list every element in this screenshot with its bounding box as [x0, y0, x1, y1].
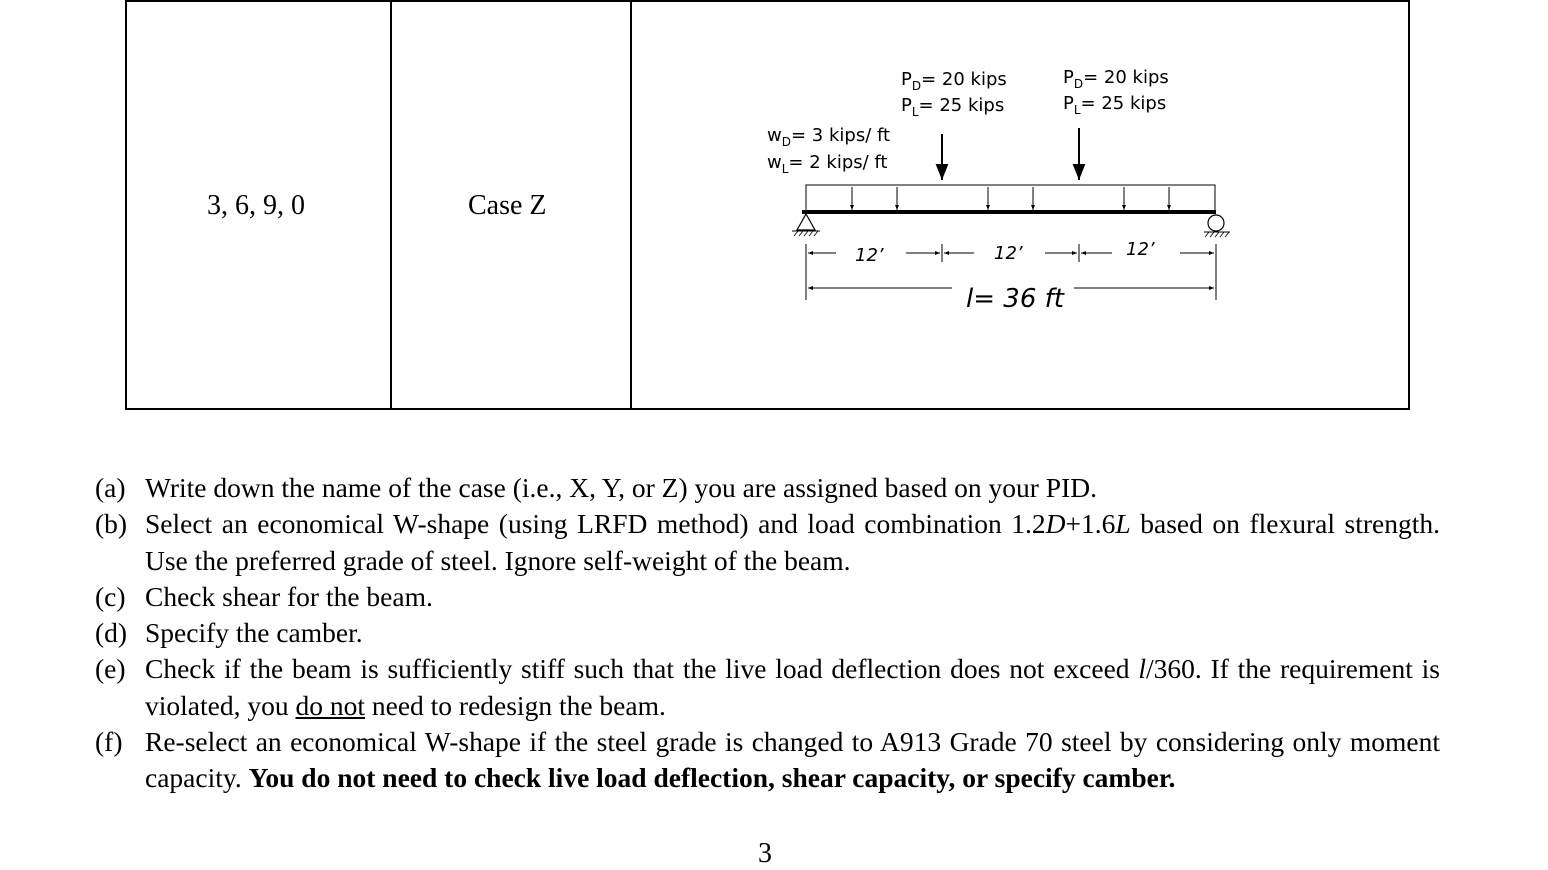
case-name: Case Z [468, 190, 547, 221]
span-label-1: 12’ [855, 245, 884, 266]
pl2-label: $P_L= 25$ kips [1063, 93, 1167, 117]
total-length-label: l= 36 ft [966, 284, 1064, 314]
question-e: (e) Check if the beam is sufficiently stiff such that the live load deflection does not exceed l/360. If the requirement is violated, you do not need to redesign the beam. [95, 653, 1440, 721]
question-c: (c) Check shear for the beam. [95, 580, 433, 612]
page-number: 3 [758, 838, 772, 869]
question-b: (b) Select an economical W-shape (using LRFD method) and load combination 1.2D+1.6L based on flexural strength. Use the preferred grade of steel. Ignore self-weight of the beam. [95, 508, 1440, 576]
wd-label: $w_D= 3$ kips/ ft [767, 125, 891, 149]
beam-diagram [0, 0, 1548, 420]
question-list [95, 470, 1440, 797]
question-f: (f) Re-select an economical W-shape if the steel grade is changed to A913 Grade 70 steel by considering only moment capacity. You do not need to check live load deflection, shear capacity, or specify camber. [95, 726, 1440, 794]
question-d: (d) Specify the camber. [95, 617, 363, 649]
pd1-label: $P_D= 20$ kips [901, 69, 1007, 93]
question-a: (a) Write down the name of the case (i.e., X, Y, or Z) you are assigned based on your PID. [95, 472, 1097, 503]
span-label-3: 12’ [1126, 239, 1155, 260]
pin-support [792, 214, 820, 236]
pd2-label: $P_D= 20$ kips [1063, 67, 1169, 91]
span-label-2: 12’ [994, 243, 1023, 264]
roller-support [1204, 215, 1230, 237]
wl-label: $w_L= 2$ kips/ ft [767, 152, 888, 176]
distributed-load-arrows [852, 187, 1169, 210]
distributed-load-outline [806, 185, 1215, 211]
pl1-label: $P_L= 25$ kips [901, 95, 1005, 119]
pid-digits: 3, 6, 9, 0 [207, 190, 305, 221]
